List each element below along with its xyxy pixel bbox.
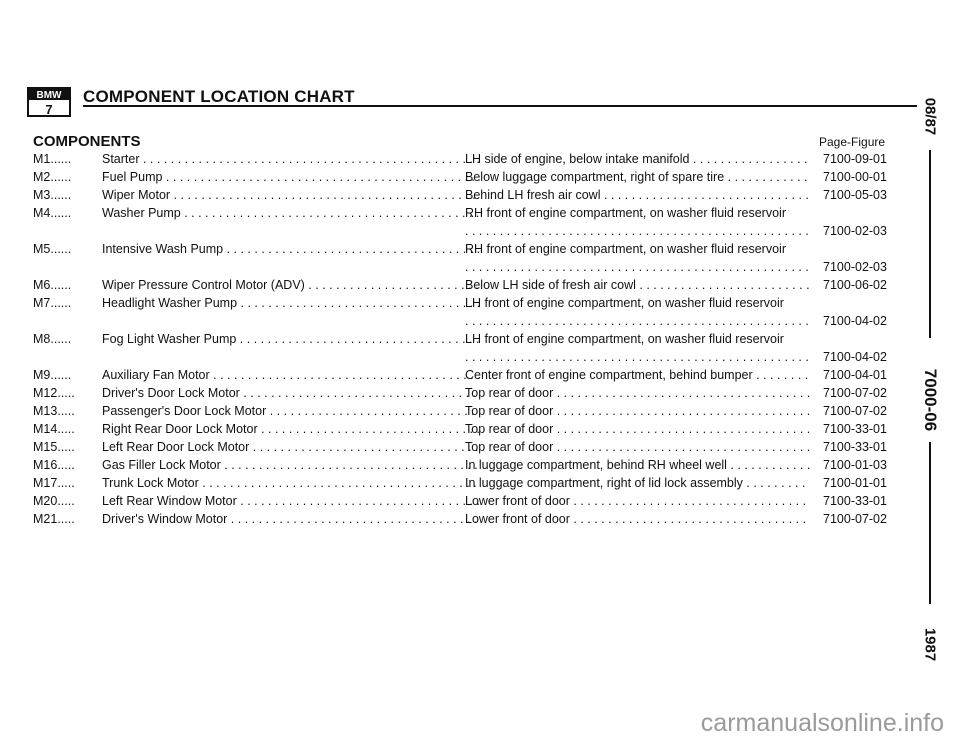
component-code (33, 476, 99, 490)
page-figure-label: Page-Figure (819, 135, 886, 149)
component-code (33, 512, 99, 526)
component-location: Lower front of door . . . (465, 494, 810, 508)
page-figure: 7100-06-02 (823, 278, 887, 292)
component-code (33, 278, 99, 292)
side-rule-bottom (929, 442, 931, 604)
component-name: Passenger's Door Lock Motor . . . (102, 404, 480, 418)
page-figure: 7100-02-03 (823, 260, 887, 274)
table-row (33, 440, 893, 458)
component-code-text: M21 (33, 512, 58, 526)
component-code (33, 440, 99, 454)
code-leader: ..... (57, 476, 75, 490)
logo-brand: BMW (36, 90, 62, 101)
component-name: Wiper Motor . . . (102, 188, 480, 202)
code-leader: ...... (50, 188, 72, 202)
page-figure: 7100-04-02 (823, 314, 887, 328)
side-section: 7000-06 (921, 368, 940, 432)
side-date: 08/87 (921, 97, 939, 136)
page-figure: 7100-00-01 (823, 170, 887, 184)
component-code (33, 332, 99, 346)
page-figure: 7100-07-02 (823, 512, 887, 526)
component-location: RH front of engine compartment, on washer fluid reservoir (465, 242, 786, 256)
table-row (33, 404, 893, 422)
component-name: Auxiliary Fan Motor . . . (102, 368, 480, 382)
component-location-leader (465, 350, 810, 364)
component-name: Headlight Washer Pump . . . (102, 296, 480, 310)
table-row (33, 494, 893, 512)
page-figure: 7100-02-03 (823, 224, 887, 238)
component-name: Driver's Window Motor . . . (102, 512, 480, 526)
table-row (33, 242, 893, 278)
code-leader: ...... (50, 368, 72, 382)
component-code (33, 386, 99, 400)
table-row (33, 458, 893, 476)
page-figure: 7100-09-01 (823, 152, 887, 166)
code-leader: ...... (50, 278, 72, 292)
code-leader: ..... (57, 512, 75, 526)
component-location-leader (465, 314, 810, 328)
component-code (33, 152, 99, 166)
table-row (33, 476, 893, 494)
code-leader: ...... (50, 332, 72, 346)
table-row (33, 170, 893, 188)
component-location: LH side of engine, below intake manifold . . . (465, 152, 810, 166)
table-row (33, 512, 893, 530)
component-code-text: M3 (33, 188, 51, 202)
component-location-leader (465, 260, 810, 274)
table-row (33, 296, 893, 332)
component-name: Right Rear Door Lock Motor . . . (102, 422, 480, 436)
component-code-text: M17 (33, 476, 58, 490)
component-code (33, 368, 99, 382)
component-code (33, 494, 99, 508)
component-code-text: M1 (33, 152, 51, 166)
component-name: Gas Filler Lock Motor . . . (102, 458, 480, 472)
component-code (33, 422, 99, 436)
code-leader: ..... (57, 422, 75, 436)
page-title: COMPONENT LOCATION CHART (83, 87, 355, 106)
component-name: Wiper Pressure Control Motor (ADV) . . . (102, 278, 480, 292)
page-figure: 7100-05-03 (823, 188, 887, 202)
code-leader: ..... (57, 458, 75, 472)
component-location: Behind LH fresh air cowl . . . (465, 188, 810, 202)
component-name: Left Rear Window Motor . . . (102, 494, 480, 508)
code-leader: ...... (50, 170, 72, 184)
component-code-text: M2 (33, 170, 51, 184)
component-location: Top rear of door . . . (465, 386, 810, 400)
code-leader: ...... (50, 296, 72, 310)
component-location: Below LH side of fresh air cowl . . . (465, 278, 810, 292)
component-code (33, 242, 99, 256)
side-margin (921, 84, 960, 684)
component-location: Top rear of door . . . (465, 422, 810, 436)
code-leader: ...... (50, 242, 72, 256)
component-name: Starter . . . (102, 152, 480, 166)
table-row (33, 422, 893, 440)
table-row (33, 278, 893, 296)
component-location: Lower front of door . . . (465, 512, 810, 526)
page-figure: 7100-01-01 (823, 476, 887, 490)
component-location: Top rear of door . . . (465, 440, 810, 454)
logo-series: 7 (45, 102, 53, 117)
side-year: 1987 (921, 627, 939, 662)
page-figure: 7100-33-01 (823, 494, 887, 508)
component-location-leader (465, 224, 810, 238)
code-leader: ..... (57, 404, 75, 418)
table-row (33, 368, 893, 386)
component-code (33, 404, 99, 418)
component-code-text: M4 (33, 206, 51, 220)
bmw-7-logo (27, 87, 71, 117)
code-leader: ...... (50, 152, 72, 166)
page-figure: 7100-04-01 (823, 368, 887, 382)
page-figure: 7100-33-01 (823, 422, 887, 436)
component-code (33, 458, 99, 472)
component-name: Washer Pump . . . (102, 206, 480, 220)
page-figure: 7100-01-03 (823, 458, 887, 472)
component-code (33, 206, 99, 220)
component-location: LH front of engine compartment, on washer fluid reservoir (465, 296, 784, 310)
component-list (33, 152, 893, 530)
code-leader: ..... (57, 386, 75, 400)
component-name: Left Rear Door Lock Motor . . . (102, 440, 480, 454)
code-leader: ..... (57, 494, 75, 508)
component-code-text: M13 (33, 404, 58, 418)
table-row (33, 386, 893, 404)
component-location: In luggage compartment, behind RH wheel well . . . (465, 458, 810, 472)
side-rule-top (929, 150, 931, 338)
component-code-text: M16 (33, 458, 58, 472)
component-name: Fog Light Washer Pump . . . (102, 332, 480, 346)
page-header (27, 85, 917, 117)
component-code (33, 188, 99, 202)
title-rule (83, 105, 917, 107)
component-code-text: M12 (33, 386, 58, 400)
component-code-text: M14 (33, 422, 58, 436)
component-location: Below luggage compartment, right of spare tire . . . (465, 170, 810, 184)
component-location: RH front of engine compartment, on washer fluid reservoir (465, 206, 786, 220)
component-code (33, 170, 99, 184)
component-code-text: M8 (33, 332, 51, 346)
page-figure: 7100-04-02 (823, 350, 887, 364)
page-figure: 7100-07-02 (823, 404, 887, 418)
table-row (33, 206, 893, 242)
table-row (33, 188, 893, 206)
watermark: carmanualsonline.info (700, 709, 944, 737)
section-title: COMPONENTS (33, 133, 141, 150)
component-location: LH front of engine compartment, on washer fluid reservoir (465, 332, 784, 346)
table-row (33, 332, 893, 368)
component-code-text: M6 (33, 278, 51, 292)
component-code-text: M5 (33, 242, 51, 256)
page-figure: 7100-07-02 (823, 386, 887, 400)
component-code-text: M20 (33, 494, 58, 508)
component-location: Top rear of door . . . (465, 404, 810, 418)
component-name: Fuel Pump . . . (102, 170, 480, 184)
component-name: Intensive Wash Pump . . . (102, 242, 480, 256)
component-code-text: M7 (33, 296, 51, 310)
component-name: Driver's Door Lock Motor . . . (102, 386, 480, 400)
component-location: In luggage compartment, right of lid lock assembly . . . (465, 476, 810, 490)
code-leader: ...... (50, 206, 72, 220)
component-code-text: M15 (33, 440, 58, 454)
component-name: Trunk Lock Motor . . . (102, 476, 480, 490)
component-location: Center front of engine compartment, behind bumper . . . (465, 368, 810, 382)
component-code-text: M9 (33, 368, 51, 382)
table-row (33, 152, 893, 170)
code-leader: ..... (57, 440, 75, 454)
page-figure: 7100-33-01 (823, 440, 887, 454)
component-code (33, 296, 99, 310)
